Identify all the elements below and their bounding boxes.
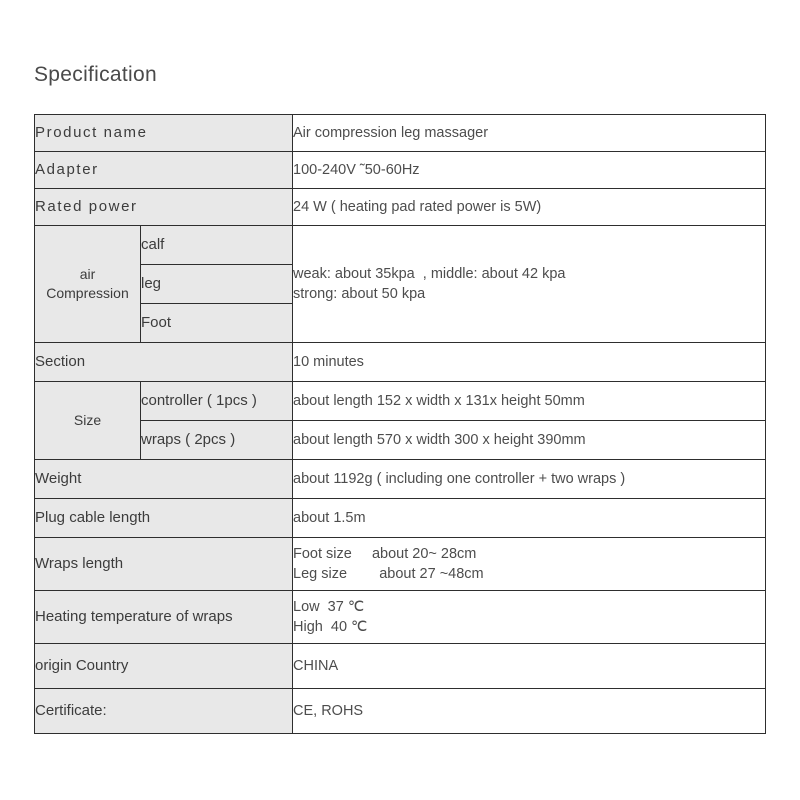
row-label-rated-power: Rated power — [35, 189, 293, 226]
sub-label-wraps: wraps ( 2pcs ) — [141, 421, 293, 460]
row-value-section: 10 minutes — [293, 343, 766, 382]
table-row — [35, 115, 766, 152]
table-row — [35, 460, 766, 499]
row-label-certificate: Certificate: — [35, 689, 293, 734]
row-value-air-compression — [293, 226, 766, 343]
row-value-weight: about 1192g ( including one controller + two wraps ) — [293, 460, 766, 499]
row-value-product-name: Air compression leg massager — [293, 115, 766, 152]
row-label-heating-temperature: Heating temperature of wraps — [35, 591, 293, 644]
row-label-plug-cable-length: Plug cable length — [35, 499, 293, 538]
table-row — [35, 538, 766, 591]
page-title: Specification — [34, 63, 157, 86]
row-label-origin-country: origin Country — [35, 644, 293, 689]
row-value-origin-country: CHINA — [293, 644, 766, 689]
sub-label-foot: Foot — [141, 304, 293, 343]
specification-table — [34, 114, 766, 734]
row-value-size-wraps: about length 570 x width 300 x height 390mm — [293, 421, 766, 460]
table-row — [35, 226, 766, 265]
row-value-plug-cable-length: about 1.5m — [293, 499, 766, 538]
table-row — [35, 591, 766, 644]
value-line: Low 37 ℃ — [293, 599, 365, 615]
row-label-air-compression: air Compression — [35, 226, 141, 343]
value-line: weak: about 35kpa , middle: about 42 kpa — [293, 266, 566, 282]
sub-label-controller: controller ( 1pcs ) — [141, 382, 293, 421]
table-row — [35, 382, 766, 421]
table-row — [35, 343, 766, 382]
row-value-certificate: CE, ROHS — [293, 689, 766, 734]
sub-label-calf: calf — [141, 226, 293, 265]
row-value-rated-power: 24 W ( heating pad rated power is 5W) — [293, 189, 766, 226]
table-row — [35, 499, 766, 538]
row-label-size: Size — [35, 382, 141, 460]
row-value-adapter: 100-240V ˜50-60Hz — [293, 152, 766, 189]
sub-label-leg: leg — [141, 265, 293, 304]
value-line: Leg size about 27 ~48cm — [293, 566, 484, 582]
row-label-product-name: Product name — [35, 115, 293, 152]
value-line: strong: about 50 kpa — [293, 286, 426, 302]
row-label-adapter: Adapter — [35, 152, 293, 189]
row-label-wraps-length: Wraps length — [35, 538, 293, 591]
value-line: Foot size about 20~ 28cm — [293, 546, 477, 562]
value-line: High 40 ℃ — [293, 619, 368, 635]
table-row — [35, 644, 766, 689]
table-row — [35, 421, 766, 460]
table-row — [35, 689, 766, 734]
row-value-heating-temperature — [293, 591, 766, 644]
table-row — [35, 189, 766, 226]
row-label-weight: Weight — [35, 460, 293, 499]
table-row — [35, 152, 766, 189]
row-label-section: Section — [35, 343, 293, 382]
row-value-wraps-length — [293, 538, 766, 591]
row-value-size-controller: about length 152 x width x 131x height 50mm — [293, 382, 766, 421]
